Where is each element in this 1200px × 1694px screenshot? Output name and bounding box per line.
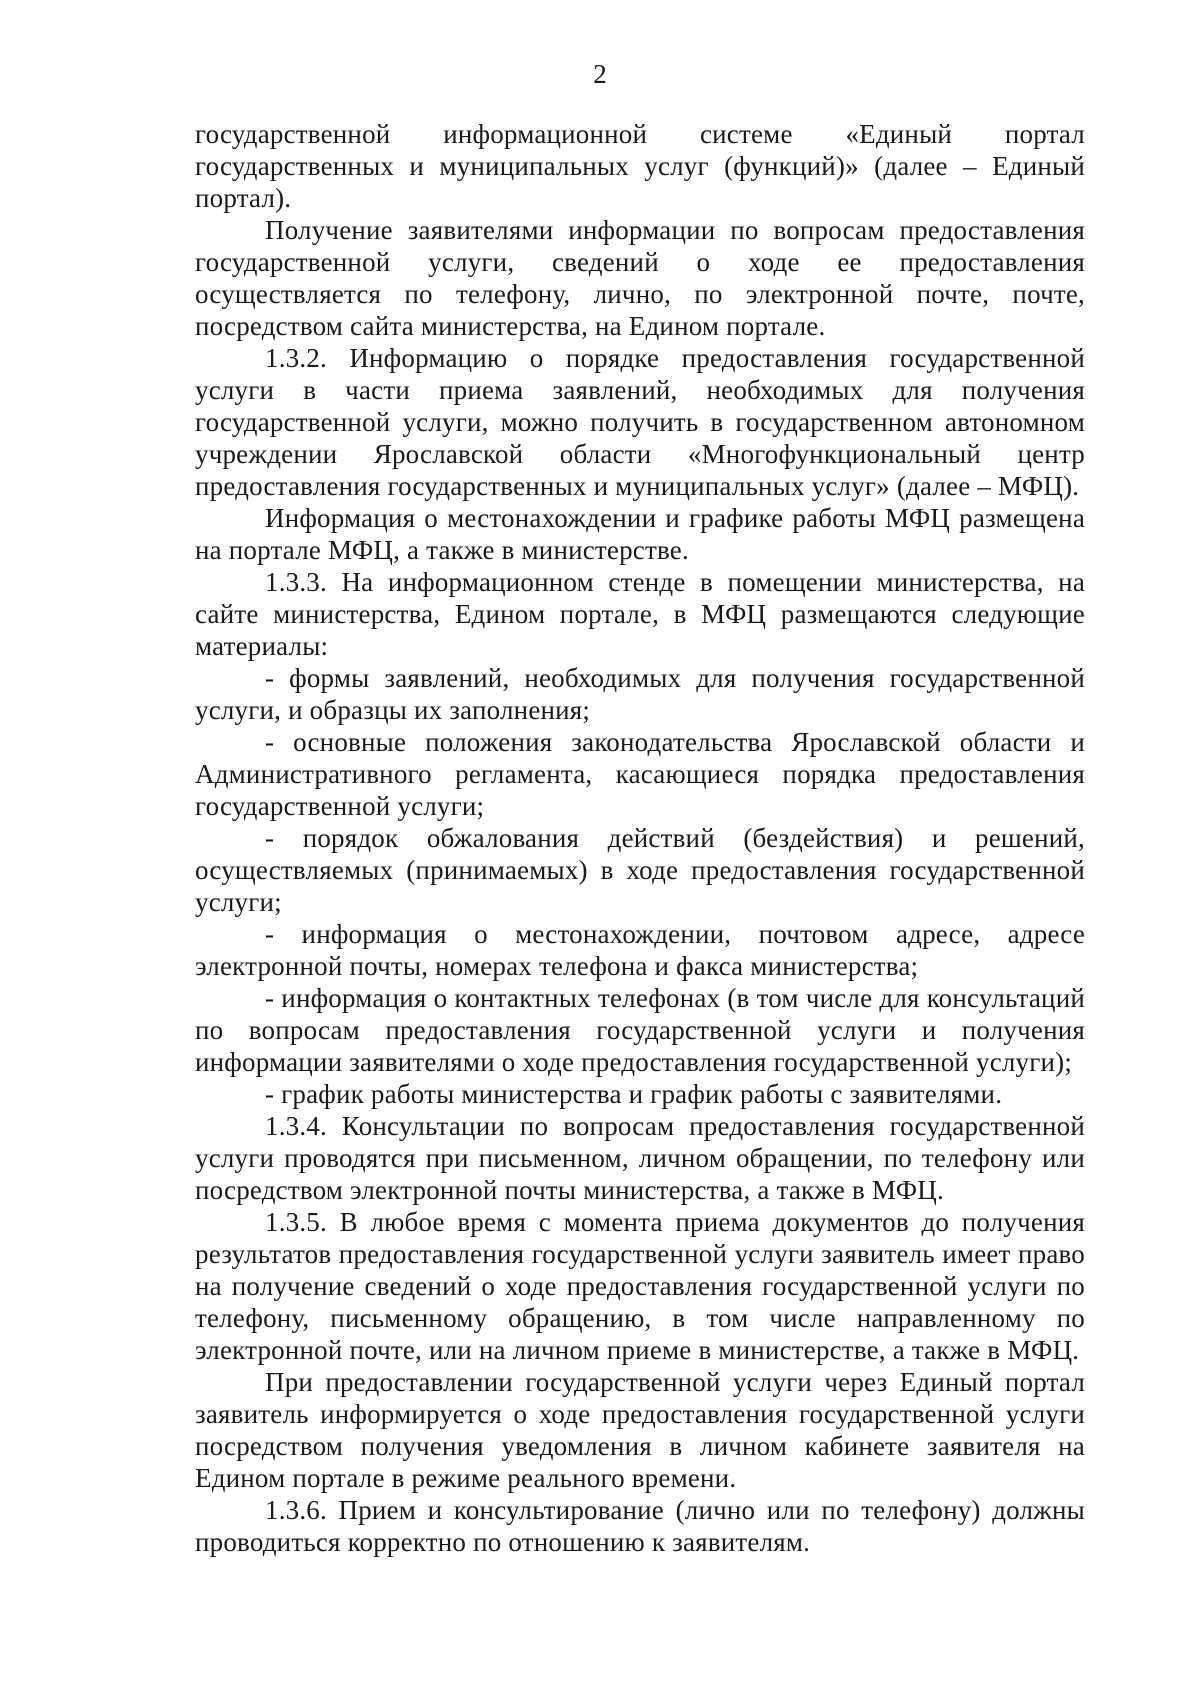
list-item: - основные положения законодательства Ярославской области и Административного регламента, касающиеся порядка предоставления государственной услуги;	[195, 727, 1085, 821]
paragraph: 1.3.5. В любое время с момента приема документов до получения результатов предоставления государственной услуги заявитель имеет право на получение сведений о ходе предоставления государственной услуги по телефону, письменному обращению, в том числе направленному по электронной почте, или на личном приеме в министерстве, а также в МФЦ.	[195, 1207, 1085, 1365]
paragraph: государственной информационной системе «Единый портал государственных и муниципальных услуг (функций)» (далее – Единый портал).	[195, 119, 1085, 213]
paragraph: 1.3.6. Прием и консультирование (лично или по телефону) должны проводиться корректно по отношению к заявителям.	[195, 1495, 1085, 1557]
paragraph: Информация о местонахождении и графике работы МФЦ размещена на портале МФЦ, а также в министерстве.	[195, 503, 1085, 565]
list-item: - информация о местонахождении, почтовом адресе, адресе электронной почты, номерах телефона и факса министерства;	[195, 919, 1085, 981]
list-item: - график работы министерства и график работы с заявителями.	[265, 1079, 1003, 1109]
document-body	[195, 118, 1085, 1558]
list-item: - информация о контактных телефонах (в том числе для консультаций по вопросам предоставления государственной услуги и получения информации заявителями о ходе предоставления государственной услуги);	[195, 983, 1085, 1077]
paragraph: Получение заявителями информации по вопросам предоставления государственной услуги, сведений о ходе ее предоставления осуществляется по телефону, лично, по электронной почте, почте, посредством сайта министерства, на Едином портале.	[195, 215, 1085, 341]
paragraph: При предоставлении государственной услуги через Единый портал заявитель информируется о ходе предоставления государственной услуги посредством получения уведомления в личном кабинете заявителя на Едином портале в режиме реального времени.	[195, 1367, 1085, 1493]
list-item: - формы заявлений, необходимых для получения государственной услуги, и образцы их заполнения;	[195, 663, 1085, 725]
paragraph: 1.3.2. Информацию о порядке предоставления государственной услуги в части приема заявлений, необходимых для получения государственной услуги, можно получить в государственном автономном учреждении Ярославской области «Многофункциональный центр предоставления государственных и муниципальных услуг» (далее – МФЦ).	[195, 343, 1085, 501]
list-item: - порядок обжалования действий (бездействия) и решений, осуществляемых (принимаемых) в ходе предоставления государственной услуги;	[195, 823, 1085, 917]
paragraph: 1.3.3. На информационном стенде в помещении министерства, на сайте министерства, Едином портале, в МФЦ размещаются следующие материалы:	[195, 567, 1085, 661]
paragraph: 1.3.4. Консультации по вопросам предоставления государственной услуги проводятся при письменном, личном обращении, по телефону или посредством электронной почты министерства, а также в МФЦ.	[195, 1111, 1085, 1205]
page-number: 2	[593, 59, 607, 89]
